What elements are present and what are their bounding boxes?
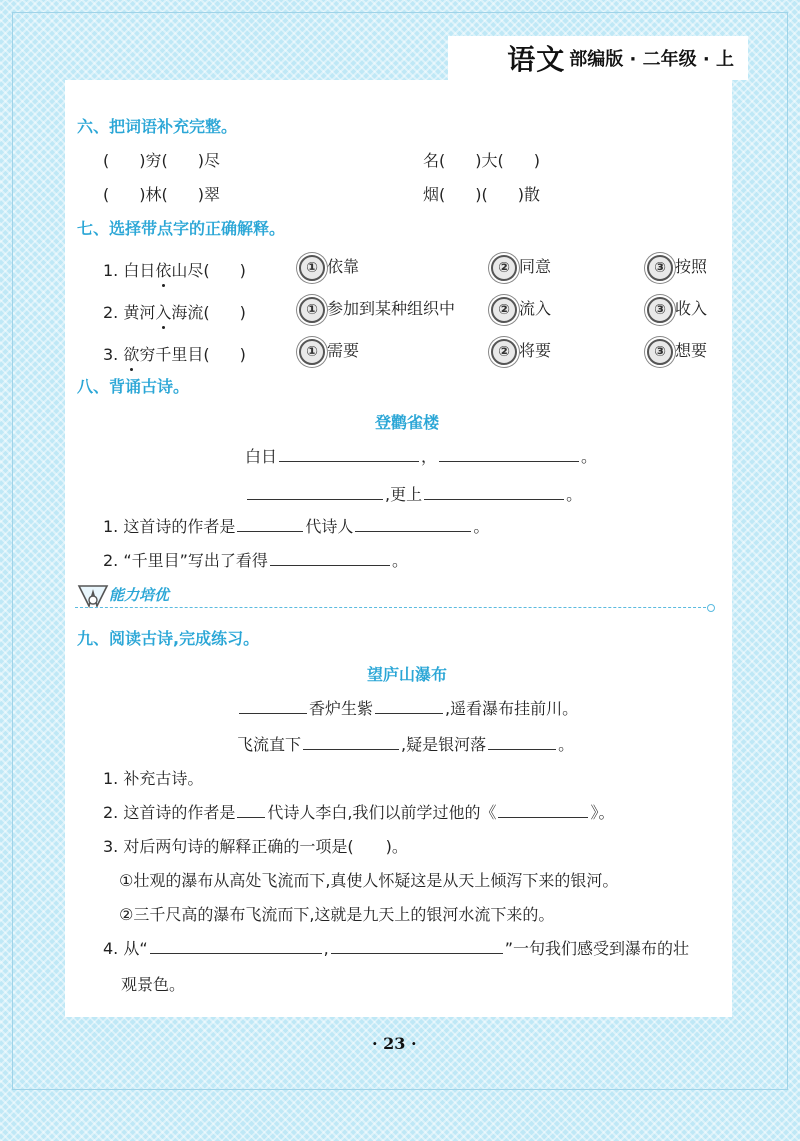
s7-question-3 [103, 342, 246, 365]
poem-text: 。 [558, 735, 575, 754]
section8-title: 八、背诵古诗。 [77, 377, 190, 396]
s7-q2-option-3 [647, 296, 707, 323]
q-text: 山尽( [171, 261, 210, 280]
answer-blank[interactable] [424, 483, 564, 500]
q-text: ) [239, 303, 246, 322]
q-text: 海流( [171, 303, 210, 322]
answer-blank[interactable] [239, 697, 307, 714]
s6-text: ( [103, 151, 110, 170]
option-text: 想要 [675, 341, 708, 360]
s9-option-2: ②三千尺高的瀑布飞流而下,这就是九天上的银河水流下来的。 [119, 905, 555, 924]
s8-question-2 [103, 548, 408, 571]
option-text: 参加到某种组织中 [327, 299, 456, 318]
q-text: 2. “千里目”写出了看得 [103, 551, 268, 570]
dotted-char: 入 [155, 300, 171, 323]
option-badge-2: ② [491, 339, 517, 365]
answer-blank[interactable] [355, 515, 471, 532]
s6-text: )尽 [197, 151, 220, 170]
poem1-line-1 [245, 444, 597, 467]
s7-q3-option-1 [299, 338, 359, 365]
answer-blank[interactable] [439, 445, 579, 462]
s7-q1-option-3 [647, 254, 707, 281]
q-text: 1. 这首诗的作者是 [103, 517, 236, 536]
option-text: 依靠 [327, 257, 360, 276]
q-text: ) [239, 261, 246, 280]
s6-text: 烟( [423, 185, 446, 204]
q-text: 白日 [123, 261, 156, 280]
answer-blank[interactable] [375, 697, 443, 714]
q-text: ”一句我们感受到瀑布的壮 [504, 939, 690, 958]
q-num: 1. [103, 261, 119, 280]
answer-blank[interactable] [331, 937, 503, 954]
answer-blank[interactable] [488, 733, 556, 750]
poem-text: ， [421, 447, 438, 466]
s6-text: )林( [139, 185, 168, 204]
s6-text: )翠 [197, 185, 220, 204]
subject-title: 语文 [507, 43, 566, 76]
section6-title: 六、把词语补充完整。 [77, 117, 238, 136]
s7-q3-option-2 [491, 338, 551, 365]
poem2-line-1 [237, 696, 578, 719]
s7-q2-option-1 [299, 296, 455, 323]
s9-question-4 [103, 936, 689, 959]
ability-icon [75, 580, 111, 610]
s6-text: )大( [475, 151, 504, 170]
answer-blank[interactable] [237, 515, 303, 532]
s7-question-2 [103, 300, 246, 323]
q-text: 。 [391, 551, 408, 570]
q-num: 2. [103, 303, 119, 322]
s9-question-4-cont: 观景色。 [121, 975, 186, 994]
s6-text: ) [533, 151, 540, 170]
poem-text: 飞流直下 [237, 735, 302, 754]
s6-text: ( [103, 185, 110, 204]
s9-question-2 [103, 800, 614, 823]
s7-question-1 [103, 258, 246, 281]
answer-blank[interactable] [270, 549, 390, 566]
option-badge-3: ③ [647, 255, 673, 281]
answer-blank[interactable] [279, 445, 419, 462]
s6-item-4 [423, 182, 540, 205]
q-text: , [323, 939, 329, 958]
poem2-line-2 [237, 732, 574, 755]
option-badge-1: ① [299, 339, 325, 365]
option-badge-1: ① [299, 255, 325, 281]
section7-title: 七、选择带点字的正确解释。 [77, 219, 286, 238]
book-header [448, 36, 748, 80]
s8-question-1 [103, 514, 489, 537]
page-number: · 23 · [372, 1034, 417, 1053]
option-badge-2: ② [491, 297, 517, 323]
dashed-divider [75, 607, 711, 608]
option-badge-1: ① [299, 297, 325, 323]
option-badge-2: ② [491, 255, 517, 281]
dotted-char: 欲 [123, 342, 139, 365]
q-text: 2. 这首诗的作者是 [103, 803, 236, 822]
poem-text: ,遥看瀑布挂前川。 [445, 699, 579, 718]
option-text: 收入 [675, 299, 708, 318]
s6-text: )( [475, 185, 488, 204]
edition-label: 部编版 · 二年级 · 上 [569, 49, 734, 70]
poem-title-1: 登鹳雀楼 [375, 413, 440, 432]
s7-q2-option-2 [491, 296, 551, 323]
answer-blank[interactable] [498, 801, 588, 818]
poem-title-2: 望庐山瀑布 [367, 665, 448, 684]
option-text: 同意 [519, 257, 552, 276]
option-text: 按照 [675, 257, 708, 276]
option-text: 需要 [327, 341, 360, 360]
s6-item-1 [103, 148, 220, 171]
answer-blank[interactable] [150, 937, 322, 954]
q-text: ) [239, 345, 246, 364]
dotted-char: 依 [155, 258, 171, 281]
q-text: 代诗人李白,我们以前学过他的《 [267, 803, 497, 822]
option-text: 将要 [519, 341, 552, 360]
s6-text: )散 [517, 185, 540, 204]
s6-item-2 [423, 148, 540, 171]
q-text: 代诗人 [305, 517, 354, 536]
poem-text: ,疑是银河落 [401, 735, 487, 754]
q-text: 4. 从“ [103, 939, 148, 958]
q-text: 》。 [590, 803, 615, 822]
answer-blank[interactable] [247, 483, 383, 500]
q-text: 穷千里目( [139, 345, 210, 364]
s7-q3-option-3 [647, 338, 707, 365]
s6-text: 名( [423, 151, 446, 170]
ability-label: 能力培优 [109, 586, 170, 604]
q-num: 3. [103, 345, 119, 364]
poem-text: 。 [581, 447, 598, 466]
section9-title: 九、阅读古诗,完成练习。 [77, 629, 260, 648]
poem-text: 白日 [245, 447, 278, 466]
poem-text: ,更上 [385, 485, 423, 504]
s6-text: )穷( [139, 151, 168, 170]
poem-text: 香炉生紫 [309, 699, 374, 718]
poem1-line-2 [245, 482, 582, 505]
worksheet-page [65, 80, 732, 1017]
option-text: 流入 [519, 299, 552, 318]
answer-blank[interactable] [237, 801, 265, 818]
s6-item-3 [103, 182, 220, 205]
divider-end-dot [707, 604, 715, 612]
s9-question-3: 3. 对后两句诗的解释正确的一项是( )。 [103, 837, 408, 856]
s9-question-1: 1. 补充古诗。 [103, 769, 204, 788]
q-text: 黄河 [123, 303, 156, 322]
s9-option-1: ①壮观的瀑布从高处飞流而下,真使人怀疑这是从天上倾泻下来的银河。 [119, 871, 619, 890]
poem-text: 。 [566, 485, 583, 504]
q-text: 。 [473, 517, 490, 536]
option-badge-3: ③ [647, 339, 673, 365]
answer-blank[interactable] [303, 733, 399, 750]
option-badge-3: ③ [647, 297, 673, 323]
s7-q1-option-1 [299, 254, 359, 281]
s7-q1-option-2 [491, 254, 551, 281]
